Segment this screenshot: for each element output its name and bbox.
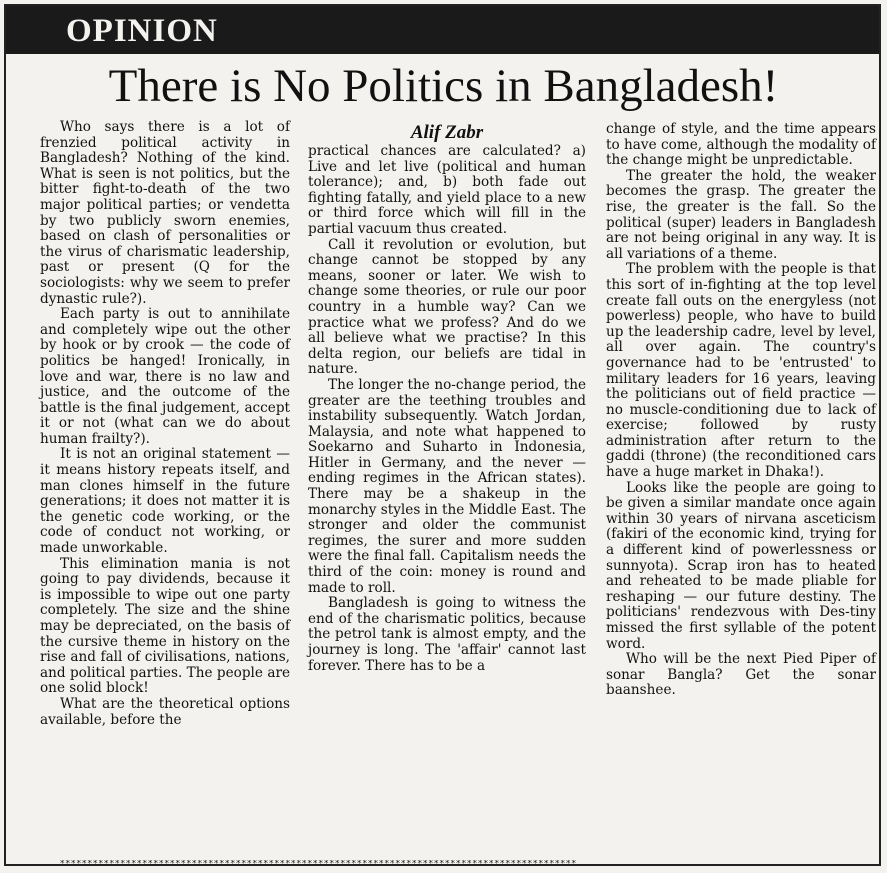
paragraph: change of style, and the time appears to have come, although the modality of the change might be unpredictable. <box>606 121 876 169</box>
paragraph: It is not an original statement — it means history repeats itself, and man clones himself in the future generations; it does not matter it is the genetic code working, or the code of conduct not working, or made unworkable. <box>40 446 290 557</box>
paragraph: Bangladesh is going to witness the end of the charismatic politics, because the petrol tank is almost empty, and the journey is long. The 'affair' cannot last forever. There has to be a <box>308 595 586 674</box>
paragraph: The longer the no-change period, the greater are the teething troubles and instability subsequently. Watch Jordan, Malaysia, and note what happened to Soekarno and Suharto in Indonesia, Hitler in Germany, and the never — ending regimes in the African states). There may be a shakeup in the monarchy styles in the Middle East. The stronger and older the communist regimes, the surer and more sudden were the final fall. Capitalism needs the third of the coin: money is round and made to roll. <box>308 376 586 596</box>
paragraph: Looks like the people are going to be given a similar mandate once again within 30 years of nirvana asceticism (fakiri of the economic kind, trying for a different kind of powerlessness or sunnyota). Scrap iron has to heated and reheated to be made pliable for reshaping — our future destiny. The politicians' rendezvous with Des-tiny missed the first syllable of the potent word. <box>606 479 876 652</box>
article-column-3 <box>606 122 876 699</box>
article-column-1 <box>40 120 290 728</box>
article-column-2 <box>308 124 586 674</box>
headline: There is No Politics in Bangladesh! <box>108 60 779 112</box>
section-banner <box>6 6 879 54</box>
section-label: OPINION <box>66 13 218 49</box>
paragraph: This elimination mania is not going to pay dividends, because it is impossible to wipe out one party completely. The size and the shine may be depreciated, on the basis of the cursive theme in history on the rise and fall of civilisations, nations, and political parties. The people are one solid block! <box>40 555 290 697</box>
paragraph: The greater the hold, the weaker becomes the grasp. The greater the rise, the greater is the fall. So the political (super) leaders in Bangladesh are not being original in any way. It is all variations of a theme. <box>606 167 876 262</box>
paragraph: The problem with the people is that this sort of in-fighting at the top level create fall outs on the energyless (not powerless) people, who have to build up the leadership cadre, level by level, all over again. The country's governance had to be 'entrusted' to military leaders for 16 years, leaving the politicians out of field practice — no muscle-conditioning due to lack of exercise; followed by rusty administration after return to the gaddi (throne) (the reconditioned cars have a huge market in Dhaka!). <box>606 261 876 481</box>
paragraph: Each party is out to annihilate and completely wipe out the other by hook or by crook — the code of politics be hanged! Ironically, in love and war, there is no law and justice, and the outcome of the battle is the final judgement, accept it or not (what can we do about human frailty?). <box>40 306 290 447</box>
byline: Alif Zabr <box>410 122 484 143</box>
paragraph: practical chances are calculated? a) Live and let live (political and human tolerance); and, b) both fade out fighting fatally, and yield place to a new or third force which will fill in the partial vacuum thus created. <box>308 143 586 237</box>
paragraph: What are the theoretical options available, before the <box>40 695 290 728</box>
paragraph: Who says there is a lot of frenzied political activity in Bangladesh? Nothing of the kind. What is seen is not politics, but the bitter fight-to-death of the two major political parties; or vendetta by two publicly sworn enemies, based on clash of personalities or the virus of charismatic leadership, past or present (Q for the sociologists: why we seem to prefer dynastic rule?). <box>40 119 290 307</box>
paragraph: Who will be the next Pied Piper of sonar Bangla? Get the sonar baanshee. <box>606 651 876 699</box>
paragraph: Call it revolution or evolution, but change cannot be stopped by any means, sooner or later. We wish to change some theories, or rule our poor country in a humble way? Can we practice what we profess? And do we all believe what we practise? In this delta region, our beliefs are tidal in nature. <box>308 236 586 378</box>
decorative-star-rule: ********************************************************************************************** <box>60 860 577 868</box>
